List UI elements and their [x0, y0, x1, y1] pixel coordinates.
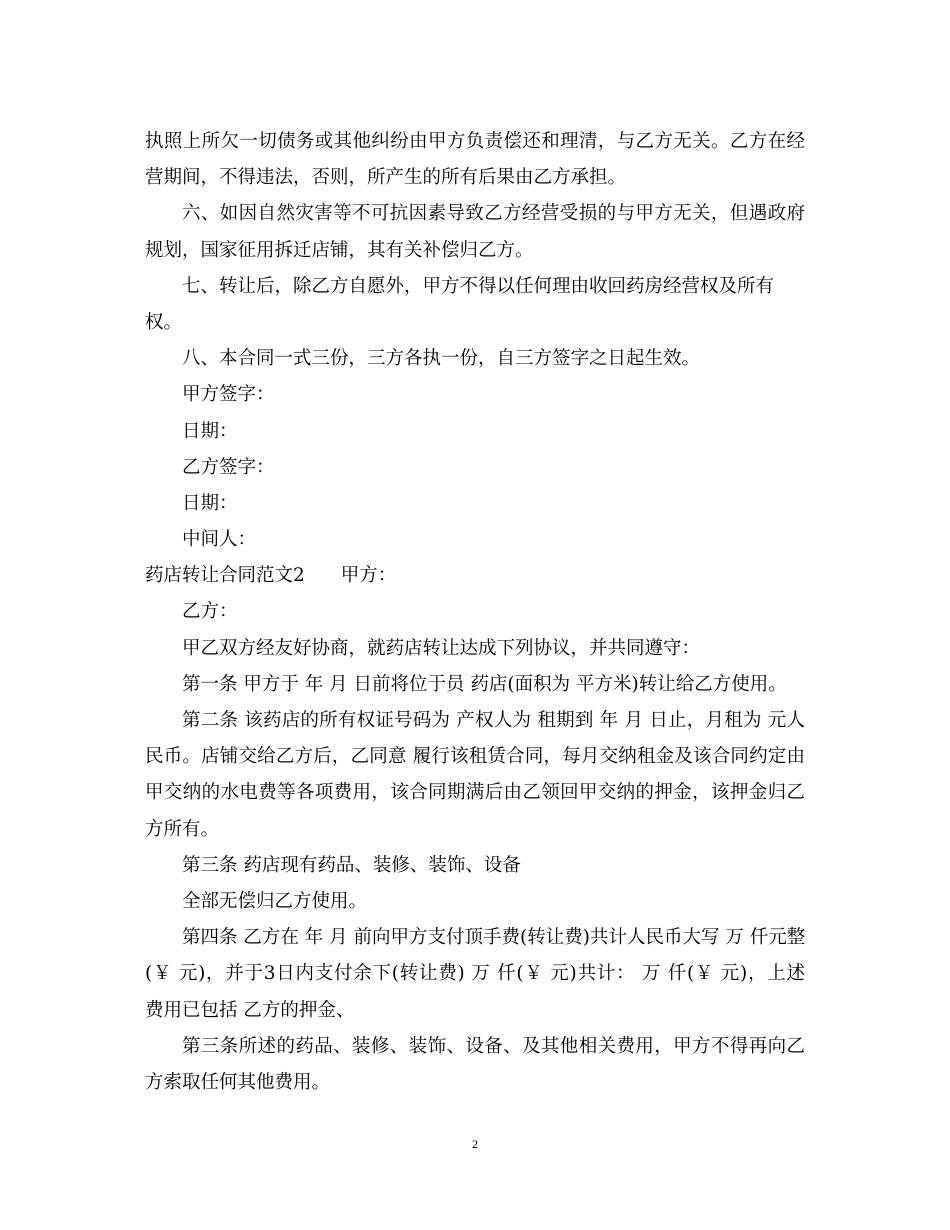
text-line: 方索取任何其他费用。 — [145, 1071, 331, 1093]
article-three: 第三条 药店现有药品、装修、装饰、设备 — [182, 854, 521, 876]
article-one: 第一条 甲方于 年 月 日前将位于员 药店(面积为 平方米)转让给乙方使用。 — [182, 673, 787, 695]
text-line: 费用已包括 乙方的押金、 — [145, 999, 355, 1021]
text-line: 营期间，不得违法，否则，所产生的所有后果由乙方承担。 — [145, 167, 627, 189]
text-line: 执照上所欠一切债务或其他纠纷由甲方负责偿还和理清，与乙方无关。乙方在经 — [145, 131, 805, 152]
contract-body — [145, 124, 805, 1101]
text-line: (￥ 元)，并于3日内支付余下(转让费) 万 仟(￥ 元)共计： 万 仟(￥ 元)，上述 — [145, 963, 805, 985]
text-line: 甲交纳的水电费等各项费用，该合同期满后由乙领回甲交纳的押金，该押金归乙 — [145, 782, 805, 804]
date-label: 日期： — [182, 420, 238, 442]
party-b-signature-label: 乙方签字： — [182, 456, 275, 478]
party-a-label: 甲方： — [340, 565, 397, 587]
page-number: 2 — [472, 1137, 478, 1151]
contract-title: 药店转让合同范文2 — [145, 565, 305, 587]
clause-eight: 八、本合同一式三份，三方各执一份，自三方签字之日起生效。 — [182, 348, 701, 370]
text-line: 规划，国家征用拆迁店铺，其有关补偿归乙方。 — [145, 239, 534, 261]
section-heading-line — [145, 558, 805, 594]
party-a-signature-label: 甲方签字： — [182, 384, 275, 406]
clause-seven: 七、转让后，除乙方自愿外，甲方不得以任何理由收回药房经营权及所有 — [182, 275, 775, 297]
intermediary-label: 中间人： — [182, 529, 257, 551]
text-line: 方所有。 — [145, 818, 220, 840]
text-line: 第三条所述的药品、装修、装饰、设备、及其他相关费用，甲方不得再向乙 — [182, 1035, 805, 1057]
text-line: 权。 — [145, 311, 183, 333]
party-b-label: 乙方： — [182, 601, 238, 623]
clause-six: 六、如因自然灾害等不可抗因素导致乙方经营受损的与甲方无关，但遇政府 — [182, 203, 805, 225]
text-line: 全部无偿归乙方使用。 — [182, 890, 368, 912]
article-two: 第二条 该药店的所有权证号码为 产权人为 租期到 年 月 日止，月租为 元人 — [182, 710, 805, 731]
article-four: 第四条 乙方在 年 月 前向甲方支付顶手费(转让费)共计人民币大写 万 仟元整 — [182, 927, 806, 949]
date-label: 日期： — [182, 492, 238, 514]
agreement-intro: 甲乙双方经友好协商，就药店转让达成下列协议，并共同遵守： — [182, 637, 701, 659]
text-line: 民币。店铺交给乙方后，乙同意 履行该租赁合同，每月交纳租金及该合同约定由 — [145, 746, 805, 768]
